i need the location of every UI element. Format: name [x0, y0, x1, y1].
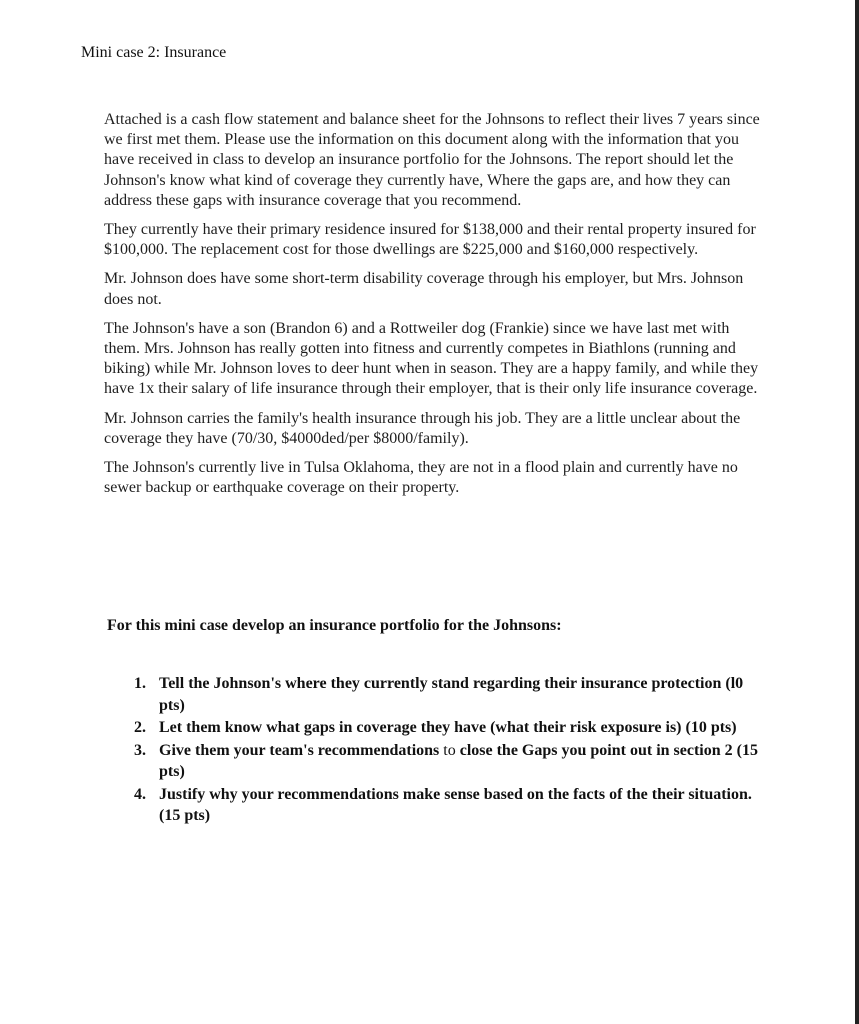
task-text-normal: to — [439, 741, 460, 759]
task-text — [159, 784, 758, 827]
task-points: (15 pts) — [159, 807, 211, 824]
paragraph-family: The Johnson's have a son (Brandon 6) and a Rottweiler dog (Frankie) since we have last met with them. Mrs. Johnson has really gotten into fitness and currently competes in Biathlons (running and biking) while Mr. Johnson loves to deer hunt when in season. They are a happy family, and while they have 1x their salary of life insurance through their employer, that is their only life insurance coverage. — [104, 319, 759, 398]
case-description — [104, 110, 760, 507]
page-edge — [855, 0, 859, 1024]
task-number: 3. — [134, 741, 146, 759]
task-number: 2. — [134, 719, 146, 736]
assignment-heading: For this mini case develop an insurance portfolio for the Johnsons: — [107, 617, 562, 634]
task-text: Let them know what gaps in coverage they have (what their risk exposure is) (10 pts) — [159, 719, 737, 736]
task-text — [159, 740, 758, 783]
task-text: Tell the Johnson's where they currently stand regarding their insurance protection (l0 pts) — [159, 675, 744, 714]
paragraph-disability: Mr. Johnson does have some short-term disability coverage through his employer, but Mrs. Johnson does not. — [104, 270, 744, 308]
task-number: 1. — [134, 675, 146, 692]
task-text-main: Justify why your recommendations make sense based on the facts of the their situation. — [159, 785, 752, 803]
paragraph-health-insurance: Mr. Johnson carries the family's health insurance through his job. They are a little unclear about the coverage they have (70/30, $4000ded/per $8000/family). — [104, 409, 741, 447]
task-item — [134, 717, 758, 739]
task-item — [134, 740, 758, 783]
document-title: Mini case 2: Insurance — [81, 44, 227, 61]
task-item — [134, 784, 758, 827]
task-list — [134, 673, 758, 828]
task-item — [134, 673, 758, 716]
task-text-bold-b: close the Gaps you point out in section 2 (15 pts) — [159, 741, 758, 780]
paragraph-location: The Johnson's currently live in Tulsa Oklahoma, they are not in a flood plain and currently have no sewer backup or earthquake coverage on their property. — [104, 459, 738, 497]
paragraph-property-insurance: They currently have their primary residence insured for $138,000 and their rental property insured for $100,000. The replacement cost for those dwellings are $225,000 and $160,000 respectively. — [104, 221, 756, 259]
paragraph-intro: Attached is a cash flow statement and balance sheet for the Johnsons to reflect their lives 7 years since we first met them. Please use the information on this document along with the information that you have received in class to develop an insurance portfolio for the Johnsons. The report should let the Johnson's know what kind of coverage they currently have, Where the gaps are, and how they can address these gaps with insurance coverage that you recommend. — [104, 111, 760, 209]
task-text-bold-a: Give them your team's recommendations — [159, 741, 440, 759]
task-number: 4. — [134, 785, 146, 803]
